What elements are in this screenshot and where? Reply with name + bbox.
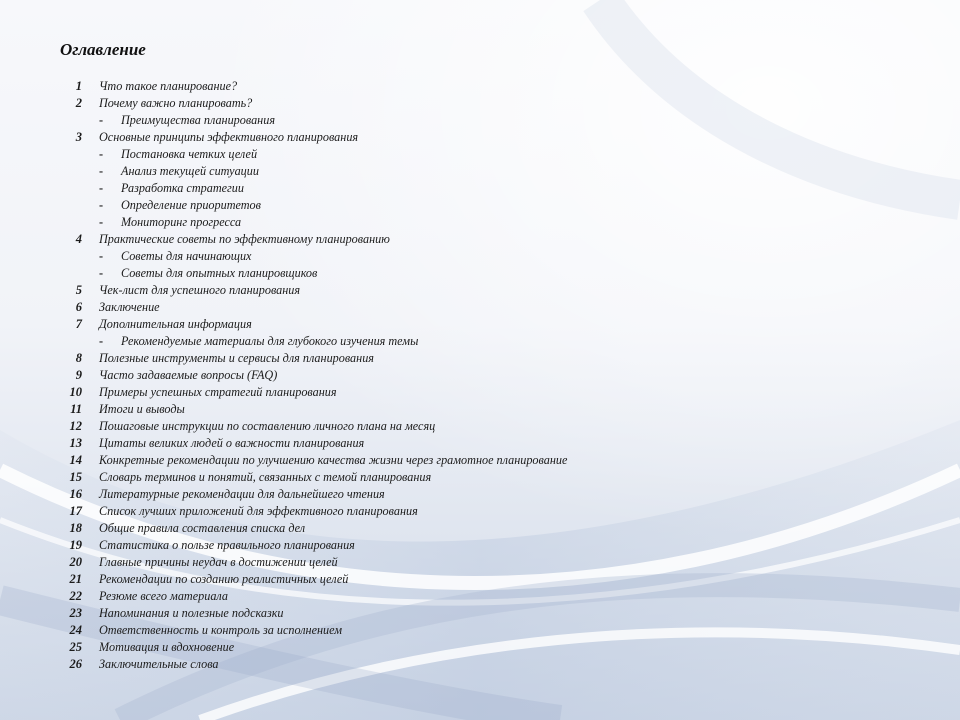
toc-text: Мотивация и вдохновение	[99, 640, 235, 654]
toc-item	[0, 282, 960, 299]
toc-item	[0, 435, 960, 452]
toc-text: Словарь терминов и понятий, связанных с темой планирования	[99, 470, 432, 484]
toc-number: 21	[69, 572, 82, 586]
toc-number: 14	[69, 453, 82, 467]
toc-item	[0, 503, 960, 520]
toc-text: Преимущества планирования	[121, 113, 275, 127]
toc-text: Заключительные слова	[99, 657, 219, 671]
toc-item	[0, 367, 960, 384]
toc-text: Определение приоритетов	[121, 198, 261, 212]
toc-text: Общие правила составления списка дел	[99, 521, 306, 535]
toc-text: Разработка стратегии	[121, 181, 244, 195]
toc-number: 20	[69, 555, 82, 569]
toc-number: 5	[75, 283, 82, 297]
toc-item	[0, 299, 960, 316]
toc-text: Практические советы по эффективному планированию	[99, 232, 390, 246]
toc-text: Советы для начинающих	[121, 249, 252, 263]
toc-text: Главные причины неудач в достижении целей	[99, 555, 338, 569]
toc-number: 13	[69, 436, 82, 450]
toc-number: 22	[69, 589, 82, 603]
toc-subitem	[0, 112, 960, 129]
toc-number: 15	[69, 470, 82, 484]
toc-item	[0, 418, 960, 435]
toc-text: Рекомендуемые материалы для глубокого изучения темы	[121, 334, 419, 348]
toc-subitem	[0, 180, 960, 197]
toc-number: 24	[69, 623, 82, 637]
toc-item	[0, 656, 960, 673]
toc-bullet: -	[99, 215, 104, 229]
toc-bullet: -	[99, 334, 104, 348]
toc-text: Ответственность и контроль за исполнением	[99, 623, 343, 637]
toc-item	[0, 316, 960, 333]
toc-text: Мониторинг прогресса	[121, 215, 242, 229]
toc-number: 3	[75, 130, 82, 144]
toc-text: Заключение	[99, 300, 160, 314]
toc-number: 10	[69, 385, 82, 399]
toc-text: Конкретные рекомендации по улучшению качества жизни через грамотное планирование	[99, 453, 568, 467]
toc-bullet: -	[99, 113, 104, 127]
toc-bullet: -	[99, 164, 104, 178]
toc-item	[0, 588, 960, 605]
toc-number: 16	[69, 487, 82, 501]
toc-bullet: -	[99, 266, 104, 280]
toc-text: Итоги и выводы	[99, 402, 185, 416]
toc-number: 8	[75, 351, 82, 365]
toc-subitem	[0, 197, 960, 214]
toc-text: Советы для опытных планировщиков	[121, 266, 318, 280]
toc-item	[0, 350, 960, 367]
toc-number: 23	[69, 606, 82, 620]
toc-item	[0, 384, 960, 401]
toc-item	[0, 469, 960, 486]
toc-text: Цитаты великих людей о важности планирования	[99, 436, 365, 450]
toc-text: Почему важно планировать?	[99, 96, 253, 110]
toc-bullet: -	[99, 181, 104, 195]
toc-text: Резюме всего материала	[99, 589, 228, 603]
toc-bullet: -	[99, 198, 104, 212]
toc-number: 9	[75, 368, 82, 382]
toc-number: 17	[69, 504, 82, 518]
toc-text: Пошаговые инструкции по составлению личного плана на месяц	[99, 419, 436, 433]
toc-text: Часто задаваемые вопросы (FAQ)	[99, 368, 278, 382]
toc-number: 2	[75, 96, 82, 110]
toc-text: Список лучших приложений для эффективного планирования	[99, 504, 418, 518]
toc-number: 12	[69, 419, 82, 433]
toc-number: 11	[70, 402, 82, 416]
toc-item	[0, 622, 960, 639]
toc-number: 4	[75, 232, 82, 246]
toc-subitem	[0, 146, 960, 163]
toc-item	[0, 605, 960, 622]
toc-text: Основные принципы эффективного планирования	[99, 130, 359, 144]
toc-item	[0, 452, 960, 469]
toc-text: Статистика о пользе правильного планирования	[99, 538, 355, 552]
toc-number: 26	[69, 657, 82, 671]
toc-item	[0, 537, 960, 554]
toc-item	[0, 231, 960, 248]
toc-item	[0, 554, 960, 571]
toc-subitem	[0, 163, 960, 180]
toc-subitem	[0, 333, 960, 350]
toc-item	[0, 401, 960, 418]
toc-number: 25	[69, 640, 82, 654]
toc-item	[0, 639, 960, 656]
toc-item	[0, 486, 960, 503]
toc-text: Анализ текущей ситуации	[121, 164, 259, 178]
toc-text: Чек-лист для успешного планирования	[99, 283, 301, 297]
toc-item	[0, 520, 960, 537]
toc-number: 19	[69, 538, 82, 552]
toc-text: Примеры успешных стратегий планирования	[99, 385, 337, 399]
toc-text: Дополнительная информация	[99, 317, 252, 331]
toc-subitem	[0, 265, 960, 282]
toc-text: Постановка четких целей	[121, 147, 258, 161]
toc-number: 1	[75, 79, 82, 93]
toc-bullet: -	[99, 249, 104, 263]
toc-item	[0, 78, 960, 95]
toc-subitem	[0, 214, 960, 231]
toc-text: Литературные рекомендации для дальнейшего чтения	[99, 487, 385, 501]
toc-number: 6	[75, 300, 82, 314]
toc-item	[0, 129, 960, 146]
toc-number: 7	[75, 317, 82, 331]
toc-text: Полезные инструменты и сервисы для планирования	[99, 351, 374, 365]
toc-text: Рекомендации по созданию реалистичных целей	[99, 572, 349, 586]
toc-text: Напоминания и полезные подсказки	[99, 606, 284, 620]
toc-text: Что такое планирование?	[99, 79, 238, 93]
toc-item	[0, 571, 960, 588]
toc-number: 18	[69, 521, 82, 535]
table-of-contents	[0, 78, 960, 673]
toc-subitem	[0, 248, 960, 265]
toc-bullet: -	[99, 147, 104, 161]
toc-item	[0, 95, 960, 112]
page-title: Оглавление	[60, 40, 146, 59]
